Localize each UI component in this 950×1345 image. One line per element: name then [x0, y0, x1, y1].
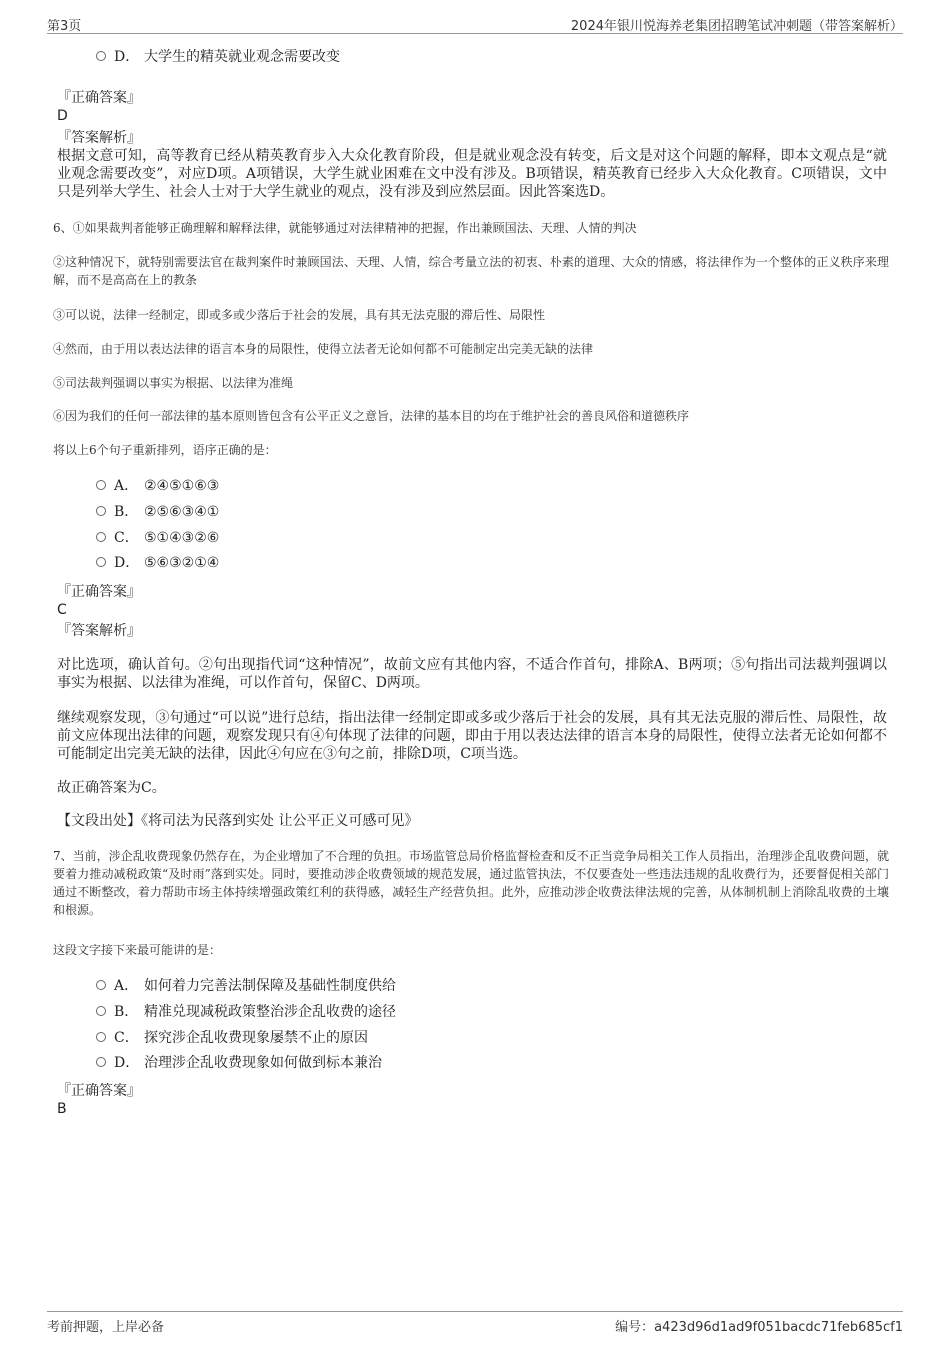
q6-sentence-3: ③可以说，法律一经制定，即或多或少落后于社会的发展，具有其无法克服的滞后性、局限性	[53, 308, 546, 322]
q5-analysis: 根据文意可知，高等教育已经从精英教育步入大众化教育阶段，但是就业观念没有转变，后文是对这个问题的解释，即本文观点是“就业观念需要改变”，对应D项。A项错误，大学生就业困难在文中没有涉及。B项错误，精英教育已经步入大众化教育。C项错误，文中只是列举大学生、社会人士对于大学生就业的观点，没有涉及到应然层面。因此答案选D。	[57, 148, 887, 200]
q6-sentence-4: ④然而，由于用以表达法律的语言本身的局限性，使得立法者无论如何都不可能制定出完美无缺的法律	[53, 342, 594, 356]
q6-option-a[interactable]: A． ②④⑤①⑥③	[96, 477, 219, 495]
q6-analysis-p3: 故正确答案为C。	[57, 780, 166, 796]
q5-answer: D	[57, 108, 68, 124]
q5-answer-label: 『正确答案』	[57, 90, 141, 106]
q6-prompt: 将以上6个句子重新排列，语序正确的是：	[53, 443, 277, 457]
radio-icon[interactable]	[96, 532, 106, 542]
radio-icon[interactable]	[96, 1032, 106, 1042]
q7-answer: B	[57, 1101, 67, 1117]
page-header	[47, 13, 903, 34]
q7-option-c[interactable]: C． 探究涉企乱收费现象屡禁不止的原因	[96, 1029, 368, 1047]
q5-analysis-label: 『答案解析』	[57, 130, 141, 146]
q6-answer-label: 『正确答案』	[57, 584, 141, 600]
document-code: 编号：a423d96d1ad9f051bacdc71feb685cf1	[615, 1320, 903, 1335]
radio-icon[interactable]	[96, 980, 106, 990]
q6-sentence-5: ⑤司法裁判强调以事实为根据、以法律为准绳	[53, 376, 294, 390]
q6-analysis-p1: 对比选项，确认首句。②句出现指代词“这种情况”，故前文应有其他内容，不适合作首句，排除A、B两项；⑤句指出司法裁判强调以事实为根据、以法律为准绳，可以作首句，保留C、D两项。	[57, 657, 887, 691]
page-number: 第3页	[47, 19, 82, 34]
radio-icon[interactable]	[96, 557, 106, 567]
q6-source: 【文段出处】《将司法为民落到实处 让公平正义可感可见》	[57, 813, 419, 829]
q6-analysis-p2: 继续观察发现，③句通过“可以说”进行总结，指出法律一经制定即或多或少落后于社会的发展，具有其无法克服的滞后性、局限性，故前文应体现出法律的问题，观察发现只有④句体现了法律的问题，即由于用以表达法律的语言本身的局限性，使得立法者无论如何都不可能制定出完美无缺的法律，因此④句应在③句之前，排除D项，C项当选。	[57, 710, 887, 762]
q7-option-d[interactable]: D． 治理涉企乱收费现象如何做到标本兼治	[96, 1054, 382, 1072]
q6-option-c[interactable]: C． ⑤①④③②⑥	[96, 529, 219, 547]
q6-sentence-2: ②这种情况下，就特别需要法官在裁判案件时兼顾国法、天理、人情，综合考量立法的初衷、朴素的道理、大众的情感，将法律作为一个整体的正义秩序来理解，而不是高高在上的教条	[53, 255, 889, 287]
document-title: 2024年银川悦海养老集团招聘笔试冲刺题（带答案解析）	[570, 19, 903, 34]
radio-icon[interactable]	[96, 480, 106, 490]
q6-option-d[interactable]: D． ⑤⑥③②①④	[96, 554, 219, 572]
footer-slogan: 考前押题，上岸必备	[47, 1320, 165, 1335]
q7-prompt: 这段文字接下来最可能讲的是：	[53, 943, 222, 957]
q6-analysis-label: 『答案解析』	[57, 623, 141, 639]
q6-answer: C	[57, 602, 67, 618]
q6-option-b[interactable]: B． ②⑤⑥③④①	[96, 503, 219, 521]
q7-stem: 7、当前，涉企乱收费现象仍然存在，为企业增加了不合理的负担。市场监管总局价格监督检查和反不正当竞争局相关工作人员指出，治理涉企乱收费问题，就要着力推动减税政策“及时雨”落到实处。同时，要推动涉企收费领域的规范发展，通过监管执法，不仅要查处一些违法违规的乱收费行为，还要督促相关部门通过不断整改，着力帮助市场主体持续增强政策红利的获得感，减轻生产经营负担。此外，应推动涉企收费法律法规的完善，从体制机制上消除乱收费的土壤和根源。	[53, 849, 889, 917]
radio-icon[interactable]	[96, 51, 106, 61]
radio-icon[interactable]	[96, 1057, 106, 1067]
q7-option-a[interactable]: A． 如何着力完善法制保障及基础性制度供给	[96, 977, 396, 995]
q7-option-b[interactable]: B． 精准兑现减税政策整治涉企乱收费的途径	[96, 1003, 396, 1021]
q6-sentence-6: ⑥因为我们的任何一部法律的基本原则皆包含有公平正义之意旨，法律的基本目的均在于维护社会的善良风俗和道德秩序	[53, 409, 690, 423]
q5-option-d[interactable]: D． 大学生的精英就业观念需要改变	[96, 48, 340, 66]
q7-answer-label: 『正确答案』	[57, 1083, 141, 1099]
radio-icon[interactable]	[96, 506, 106, 516]
page-footer	[47, 1311, 903, 1334]
radio-icon[interactable]	[96, 1006, 106, 1016]
q6-sentence-1: 6、①如果裁判者能够正确理解和解释法律，就能够通过对法律精神的把握，作出兼顾国法、天理、人情的判决	[53, 221, 637, 235]
